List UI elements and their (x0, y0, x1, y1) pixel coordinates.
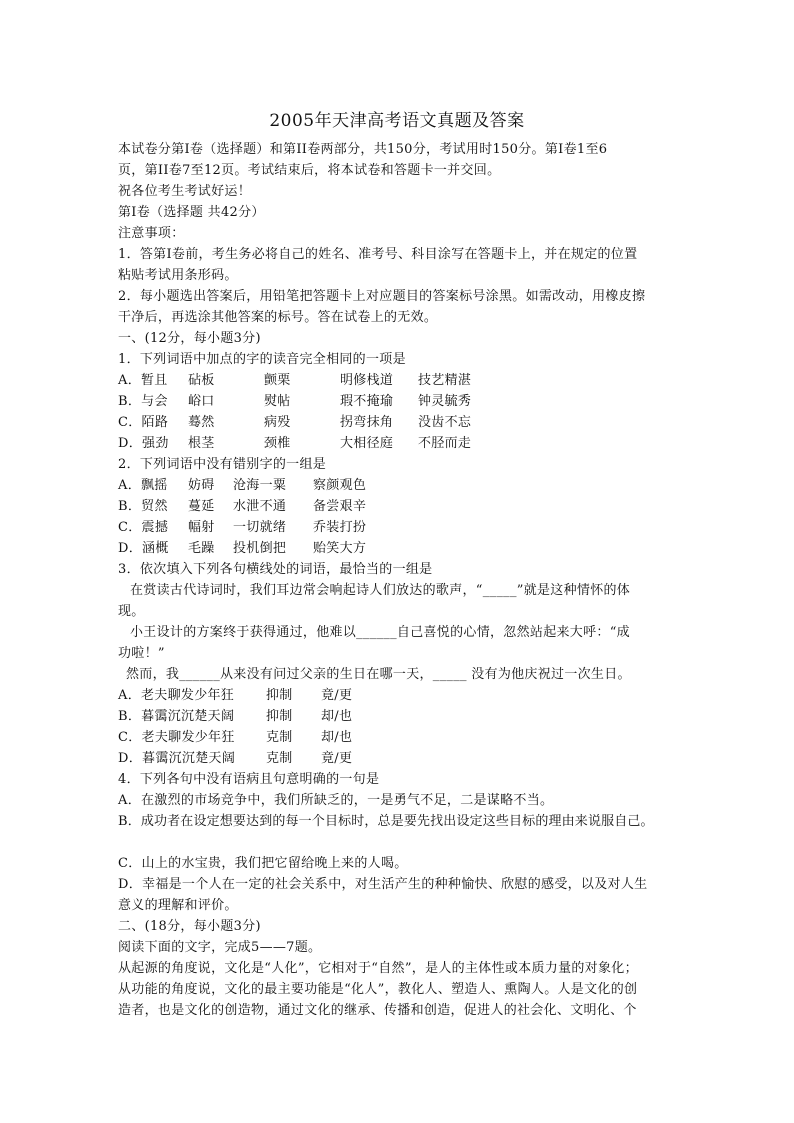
reading-line: 从起源的角度说，文化是“人化”，它相对于“自然”，是人的主体性或本质力量的对象化； (118, 961, 638, 976)
option-row: B．贸然 蔓延 水泄不通 备尝艰辛 (118, 499, 367, 514)
intro-line: 页，第II卷7至12页。考试结束后，将本试卷和答题卡一并交回。 (118, 163, 501, 178)
option-row: A．暂且 砧板 颤栗 明修栈道 技艺精湛 (118, 373, 472, 388)
intro-line: 1．答第Ⅰ卷前，考生务必将自己的姓名、准考号、科目涂写在答题卡上，并在规定的位置 (118, 247, 638, 262)
sentence-line: 在赏读古代诗词时，我们耳边常会响起诗人们放达的歌声，“_____”就是这种情怀的体 (130, 583, 631, 598)
question-stem: 1．下列词语中加点的字的读音完全相同的一项是 (118, 352, 406, 367)
option-row: D．涵概 毛躁 投机倒把 贻笑大方 (118, 541, 367, 556)
intro-line: 粘贴考试用条形码。 (118, 268, 238, 283)
option-row: A．老夫聊发少年狂 抑制 竟/更 (118, 688, 353, 703)
reading-line: 从功能的角度说，文化的最主要功能是“化人”，教化人、塑造人、熏陶人。人是文化的创 (118, 982, 638, 997)
sentence-line: 小王设计的方案终于获得通过，他难以______自己喜悦的心情，忽然站起来大呼：“成 (130, 625, 630, 640)
option-line: C．山上的水宝贵，我们把它留给晚上来的人喝。 (118, 856, 408, 871)
option-row: B．与会 峪口 熨帖 瑕不掩瑜 钟灵毓秀 (118, 394, 472, 409)
question-stem: 3．依次填入下列各句横线处的词语，最恰当的一组是 (118, 562, 433, 577)
sentence-line: 现。 (118, 604, 145, 619)
question-stem: 2．下列词语中没有错别字的一组是 (118, 457, 327, 472)
question-stem: 4．下列各句中没有语病且句意明确的一句是 (118, 772, 380, 787)
option-line: B．成功者在设定想要达到的每一个目标时，总是要先找出设定这些目标的理由来说服自己。 (118, 814, 654, 829)
intro-line: 祝各位考生考试好运！ (118, 184, 252, 199)
section-heading: 一、(12分，每小题3分) (118, 331, 261, 346)
reading-line: 造者，也是文化的创造物，通过文化的继承、传播和创造，促进人的社会化、文明化、个 (118, 1003, 637, 1018)
intro-line: 第Ⅰ卷（选择题 共42分） (118, 205, 265, 220)
sentence-line: 然而，我______从来没有问过父亲的生日在哪一天，_____ 没有为他庆祝过一次生日。 (126, 667, 631, 682)
intro-line: 2．每小题选出答案后，用铅笔把答题卡上对应题目的答案标号涂黑。如需改动，用橡皮擦 (118, 289, 646, 304)
option-row: B．暮霭沉沉楚天阔 抑制 却/也 (118, 709, 353, 724)
option-row: C．老夫聊发少年狂 克制 却/也 (118, 730, 353, 745)
intro-line: 干净后，再选涂其他答案的标号。答在试卷上的无效。 (118, 310, 438, 325)
section-heading: 二、(18分，每小题3分) (118, 919, 261, 934)
option-line: A．在激烈的市场竞争中，我们所缺乏的，一是勇气不足，二是谋略不当。 (118, 793, 554, 808)
intro-line: 注意事项： (118, 226, 185, 241)
sentence-line: 功啦！” (118, 646, 165, 661)
option-row: C．震撼 幅射 一切就绪 乔装打扮 (118, 520, 367, 535)
option-row: D．暮霭沉沉楚天阔 克制 竟/更 (118, 751, 353, 766)
option-row: D．强劲 根茎 颈椎 大相径庭 不胫而走 (118, 436, 472, 451)
option-row: A．飘摇 妨碍 沧海一粟 察颜观色 (118, 478, 367, 493)
option-row: C．陌路 蓦然 病殁 拐弯抹角 没齿不忘 (118, 415, 472, 430)
option-line: D．幸福是一个人在一定的社会关系中，对生活产生的种种愉快、欣慰的感受，以及对人生 (118, 877, 648, 892)
option-line: 意义的理解和评价。 (118, 898, 238, 913)
intro-line: 本试卷分第Ⅰ卷（选择题）和第II卷两部分，共150分，考试用时150分。第Ⅰ卷1至6 (118, 142, 608, 157)
reading-line: 阅读下面的文字，完成5——7题。 (118, 940, 322, 955)
page-title: 2005年天津高考语文真题及答案 (269, 111, 525, 131)
